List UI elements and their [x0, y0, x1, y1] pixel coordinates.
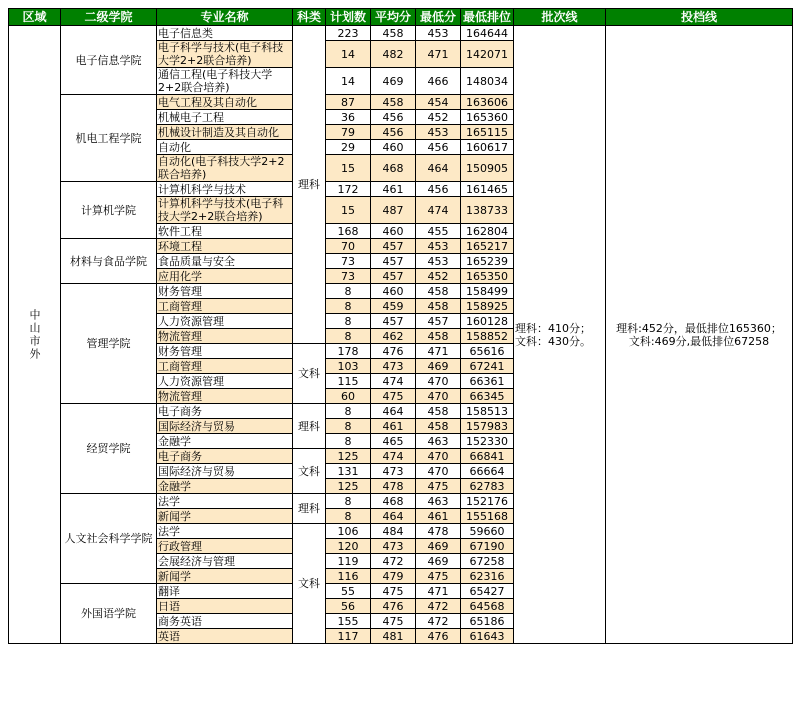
avg-cell: 478 — [371, 479, 416, 494]
plan-cell: 103 — [326, 359, 371, 374]
rank-cell: 165360 — [461, 110, 514, 125]
plan-cell: 8 — [326, 434, 371, 449]
major-cell: 商务英语 — [157, 614, 293, 629]
avg-cell: 473 — [371, 464, 416, 479]
rank-cell: 163606 — [461, 95, 514, 110]
avg-cell: 474 — [371, 449, 416, 464]
plan-cell: 55 — [326, 584, 371, 599]
min-cell: 470 — [416, 449, 461, 464]
rank-cell: 67190 — [461, 539, 514, 554]
avg-cell: 482 — [371, 41, 416, 68]
avg-cell: 475 — [371, 389, 416, 404]
min-cell: 470 — [416, 374, 461, 389]
avg-cell: 456 — [371, 110, 416, 125]
college-cell: 管理学院 — [61, 284, 157, 404]
min-cell: 454 — [416, 95, 461, 110]
rank-cell: 157983 — [461, 419, 514, 434]
min-cell: 452 — [416, 269, 461, 284]
major-cell: 日语 — [157, 599, 293, 614]
batch-line-cell: 理科：410分； 文科：430分。 — [514, 26, 606, 644]
min-cell: 474 — [416, 197, 461, 224]
avg-cell: 464 — [371, 509, 416, 524]
rank-cell: 138733 — [461, 197, 514, 224]
college-cell: 人文社会科学学院 — [61, 494, 157, 584]
plan-cell: 60 — [326, 389, 371, 404]
avg-cell: 473 — [371, 359, 416, 374]
plan-cell: 15 — [326, 155, 371, 182]
rank-cell: 152330 — [461, 434, 514, 449]
plan-cell: 131 — [326, 464, 371, 479]
plan-cell: 120 — [326, 539, 371, 554]
rank-cell: 165115 — [461, 125, 514, 140]
avg-cell: 461 — [371, 182, 416, 197]
avg-cell: 474 — [371, 374, 416, 389]
rank-cell: 158499 — [461, 284, 514, 299]
rank-cell: 165239 — [461, 254, 514, 269]
college-cell: 材料与食品学院 — [61, 239, 157, 284]
min-cell: 469 — [416, 359, 461, 374]
table-row — [9, 26, 793, 41]
header-admission-line: 投档线 — [606, 9, 793, 26]
avg-cell: 475 — [371, 584, 416, 599]
plan-cell: 125 — [326, 479, 371, 494]
min-cell: 472 — [416, 614, 461, 629]
major-cell: 电子商务 — [157, 449, 293, 464]
avg-cell: 469 — [371, 68, 416, 95]
plan-cell: 155 — [326, 614, 371, 629]
rank-cell: 65616 — [461, 344, 514, 359]
avg-cell: 472 — [371, 554, 416, 569]
major-cell: 软件工程 — [157, 224, 293, 239]
rank-cell: 64568 — [461, 599, 514, 614]
major-cell: 计算机科学与技术 — [157, 182, 293, 197]
rank-cell: 148034 — [461, 68, 514, 95]
min-cell: 453 — [416, 239, 461, 254]
avg-cell: 473 — [371, 539, 416, 554]
avg-cell: 476 — [371, 599, 416, 614]
min-cell: 469 — [416, 554, 461, 569]
major-cell: 英语 — [157, 629, 293, 644]
plan-cell: 29 — [326, 140, 371, 155]
avg-cell: 476 — [371, 344, 416, 359]
avg-cell: 462 — [371, 329, 416, 344]
avg-cell: 459 — [371, 299, 416, 314]
plan-cell: 125 — [326, 449, 371, 464]
min-cell: 464 — [416, 155, 461, 182]
rank-cell: 66841 — [461, 449, 514, 464]
plan-cell: 106 — [326, 524, 371, 539]
avg-cell: 456 — [371, 125, 416, 140]
avg-cell: 475 — [371, 614, 416, 629]
rank-cell: 161465 — [461, 182, 514, 197]
plan-cell: 178 — [326, 344, 371, 359]
major-cell: 财务管理 — [157, 284, 293, 299]
min-cell: 475 — [416, 479, 461, 494]
min-cell: 461 — [416, 509, 461, 524]
min-cell: 452 — [416, 110, 461, 125]
header-min: 最低分 — [416, 9, 461, 26]
plan-cell: 73 — [326, 269, 371, 284]
plan-cell: 117 — [326, 629, 371, 644]
rank-cell: 65427 — [461, 584, 514, 599]
plan-cell: 8 — [326, 299, 371, 314]
major-cell: 电子信息类 — [157, 26, 293, 41]
min-cell: 478 — [416, 524, 461, 539]
avg-cell: 487 — [371, 197, 416, 224]
plan-cell: 116 — [326, 569, 371, 584]
min-cell: 471 — [416, 41, 461, 68]
subject-cell: 文科 — [293, 524, 326, 644]
min-cell: 455 — [416, 224, 461, 239]
plan-cell: 70 — [326, 239, 371, 254]
min-cell: 469 — [416, 539, 461, 554]
min-cell: 458 — [416, 299, 461, 314]
major-cell: 物流管理 — [157, 389, 293, 404]
subject-cell: 理科 — [293, 26, 326, 344]
plan-cell: 14 — [326, 68, 371, 95]
subject-cell: 文科 — [293, 344, 326, 404]
subject-cell: 理科 — [293, 404, 326, 449]
avg-cell: 465 — [371, 434, 416, 449]
min-cell: 458 — [416, 329, 461, 344]
min-cell: 472 — [416, 599, 461, 614]
admission-table-wrapper — [8, 8, 793, 644]
plan-cell: 56 — [326, 599, 371, 614]
min-cell: 458 — [416, 419, 461, 434]
rank-cell: 152176 — [461, 494, 514, 509]
region-cell: 中山市外 — [9, 26, 61, 644]
min-cell: 463 — [416, 494, 461, 509]
rank-cell: 142071 — [461, 41, 514, 68]
plan-cell: 8 — [326, 404, 371, 419]
avg-cell: 457 — [371, 239, 416, 254]
header-region: 区域 — [9, 9, 61, 26]
avg-cell: 460 — [371, 140, 416, 155]
header-college: 二级学院 — [61, 9, 157, 26]
rank-cell: 66361 — [461, 374, 514, 389]
plan-cell: 8 — [326, 494, 371, 509]
major-cell: 国际经济与贸易 — [157, 419, 293, 434]
min-cell: 476 — [416, 629, 461, 644]
avg-cell: 457 — [371, 314, 416, 329]
major-cell: 应用化学 — [157, 269, 293, 284]
plan-cell: 8 — [326, 509, 371, 524]
major-cell: 电子商务 — [157, 404, 293, 419]
major-cell: 机械设计制造及其自动化 — [157, 125, 293, 140]
major-cell: 会展经济与管理 — [157, 554, 293, 569]
rank-cell: 62783 — [461, 479, 514, 494]
plan-cell: 223 — [326, 26, 371, 41]
min-cell: 456 — [416, 140, 461, 155]
rank-cell: 67258 — [461, 554, 514, 569]
rank-cell: 158925 — [461, 299, 514, 314]
plan-cell: 172 — [326, 182, 371, 197]
major-cell: 人力资源管理 — [157, 314, 293, 329]
major-cell: 行政管理 — [157, 539, 293, 554]
major-cell: 金融学 — [157, 434, 293, 449]
plan-cell: 168 — [326, 224, 371, 239]
major-cell: 自动化(电子科技大学2+2联合培养) — [157, 155, 293, 182]
avg-cell: 479 — [371, 569, 416, 584]
avg-cell: 468 — [371, 494, 416, 509]
plan-cell: 8 — [326, 284, 371, 299]
major-cell: 环境工程 — [157, 239, 293, 254]
avg-cell: 461 — [371, 419, 416, 434]
major-cell: 新闻学 — [157, 569, 293, 584]
min-cell: 453 — [416, 26, 461, 41]
rank-cell: 59660 — [461, 524, 514, 539]
rank-cell: 155168 — [461, 509, 514, 524]
major-cell: 金融学 — [157, 479, 293, 494]
plan-cell: 8 — [326, 329, 371, 344]
college-cell: 机电工程学院 — [61, 95, 157, 182]
min-cell: 470 — [416, 389, 461, 404]
major-cell: 财务管理 — [157, 344, 293, 359]
plan-cell: 119 — [326, 554, 371, 569]
major-cell: 国际经济与贸易 — [157, 464, 293, 479]
admission-line-cell: 理科:452分，最低排位165360； 文科:469分,最低排位67258 — [606, 26, 793, 644]
rank-cell: 164644 — [461, 26, 514, 41]
avg-cell: 468 — [371, 155, 416, 182]
rank-cell: 65186 — [461, 614, 514, 629]
avg-cell: 458 — [371, 95, 416, 110]
major-cell: 自动化 — [157, 140, 293, 155]
plan-cell: 73 — [326, 254, 371, 269]
plan-cell: 79 — [326, 125, 371, 140]
plan-cell: 87 — [326, 95, 371, 110]
major-cell: 机械电子工程 — [157, 110, 293, 125]
avg-cell: 458 — [371, 26, 416, 41]
major-cell: 通信工程(电子科技大学2+2联合培养) — [157, 68, 293, 95]
college-cell: 经贸学院 — [61, 404, 157, 494]
rank-cell: 61643 — [461, 629, 514, 644]
min-cell: 463 — [416, 434, 461, 449]
min-cell: 458 — [416, 284, 461, 299]
min-cell: 453 — [416, 254, 461, 269]
major-cell: 工商管理 — [157, 299, 293, 314]
header-plan: 计划数 — [326, 9, 371, 26]
avg-cell: 481 — [371, 629, 416, 644]
header-major: 专业名称 — [157, 9, 293, 26]
rank-cell: 66345 — [461, 389, 514, 404]
rank-cell: 162804 — [461, 224, 514, 239]
min-cell: 471 — [416, 584, 461, 599]
plan-cell: 115 — [326, 374, 371, 389]
major-cell: 新闻学 — [157, 509, 293, 524]
avg-cell: 457 — [371, 269, 416, 284]
min-cell: 453 — [416, 125, 461, 140]
header-row — [9, 9, 793, 26]
college-cell: 计算机学院 — [61, 182, 157, 239]
avg-cell: 484 — [371, 524, 416, 539]
major-cell: 电子科学与技术(电子科技大学2+2联合培养) — [157, 41, 293, 68]
min-cell: 475 — [416, 569, 461, 584]
rank-cell: 165217 — [461, 239, 514, 254]
major-cell: 翻译 — [157, 584, 293, 599]
min-cell: 457 — [416, 314, 461, 329]
rank-cell: 165350 — [461, 269, 514, 284]
major-cell: 电气工程及其自动化 — [157, 95, 293, 110]
rank-cell: 150905 — [461, 155, 514, 182]
major-cell: 工商管理 — [157, 359, 293, 374]
avg-cell: 457 — [371, 254, 416, 269]
rank-cell: 67241 — [461, 359, 514, 374]
avg-cell: 464 — [371, 404, 416, 419]
header-rank: 最低排位 — [461, 9, 514, 26]
plan-cell: 36 — [326, 110, 371, 125]
min-cell: 456 — [416, 182, 461, 197]
major-cell: 物流管理 — [157, 329, 293, 344]
major-cell: 法学 — [157, 494, 293, 509]
table-body — [9, 26, 793, 644]
header-subject: 科类 — [293, 9, 326, 26]
min-cell: 458 — [416, 404, 461, 419]
min-cell: 470 — [416, 464, 461, 479]
subject-cell: 理科 — [293, 494, 326, 524]
subject-cell: 文科 — [293, 449, 326, 494]
rank-cell: 62316 — [461, 569, 514, 584]
plan-cell: 14 — [326, 41, 371, 68]
major-cell: 食品质量与安全 — [157, 254, 293, 269]
rank-cell: 158852 — [461, 329, 514, 344]
major-cell: 人力资源管理 — [157, 374, 293, 389]
college-cell: 电子信息学院 — [61, 26, 157, 95]
min-cell: 471 — [416, 344, 461, 359]
avg-cell: 460 — [371, 224, 416, 239]
min-cell: 466 — [416, 68, 461, 95]
college-cell: 外国语学院 — [61, 584, 157, 644]
rank-cell: 66664 — [461, 464, 514, 479]
plan-cell: 8 — [326, 419, 371, 434]
avg-cell: 460 — [371, 284, 416, 299]
rank-cell: 160617 — [461, 140, 514, 155]
major-cell: 计算机科学与技术(电子科技大学2+2联合培养) — [157, 197, 293, 224]
plan-cell: 8 — [326, 314, 371, 329]
major-cell: 法学 — [157, 524, 293, 539]
header-batch-line: 批次线 — [514, 9, 606, 26]
rank-cell: 160128 — [461, 314, 514, 329]
admission-table — [8, 8, 793, 644]
rank-cell: 158513 — [461, 404, 514, 419]
header-avg: 平均分 — [371, 9, 416, 26]
plan-cell: 15 — [326, 197, 371, 224]
